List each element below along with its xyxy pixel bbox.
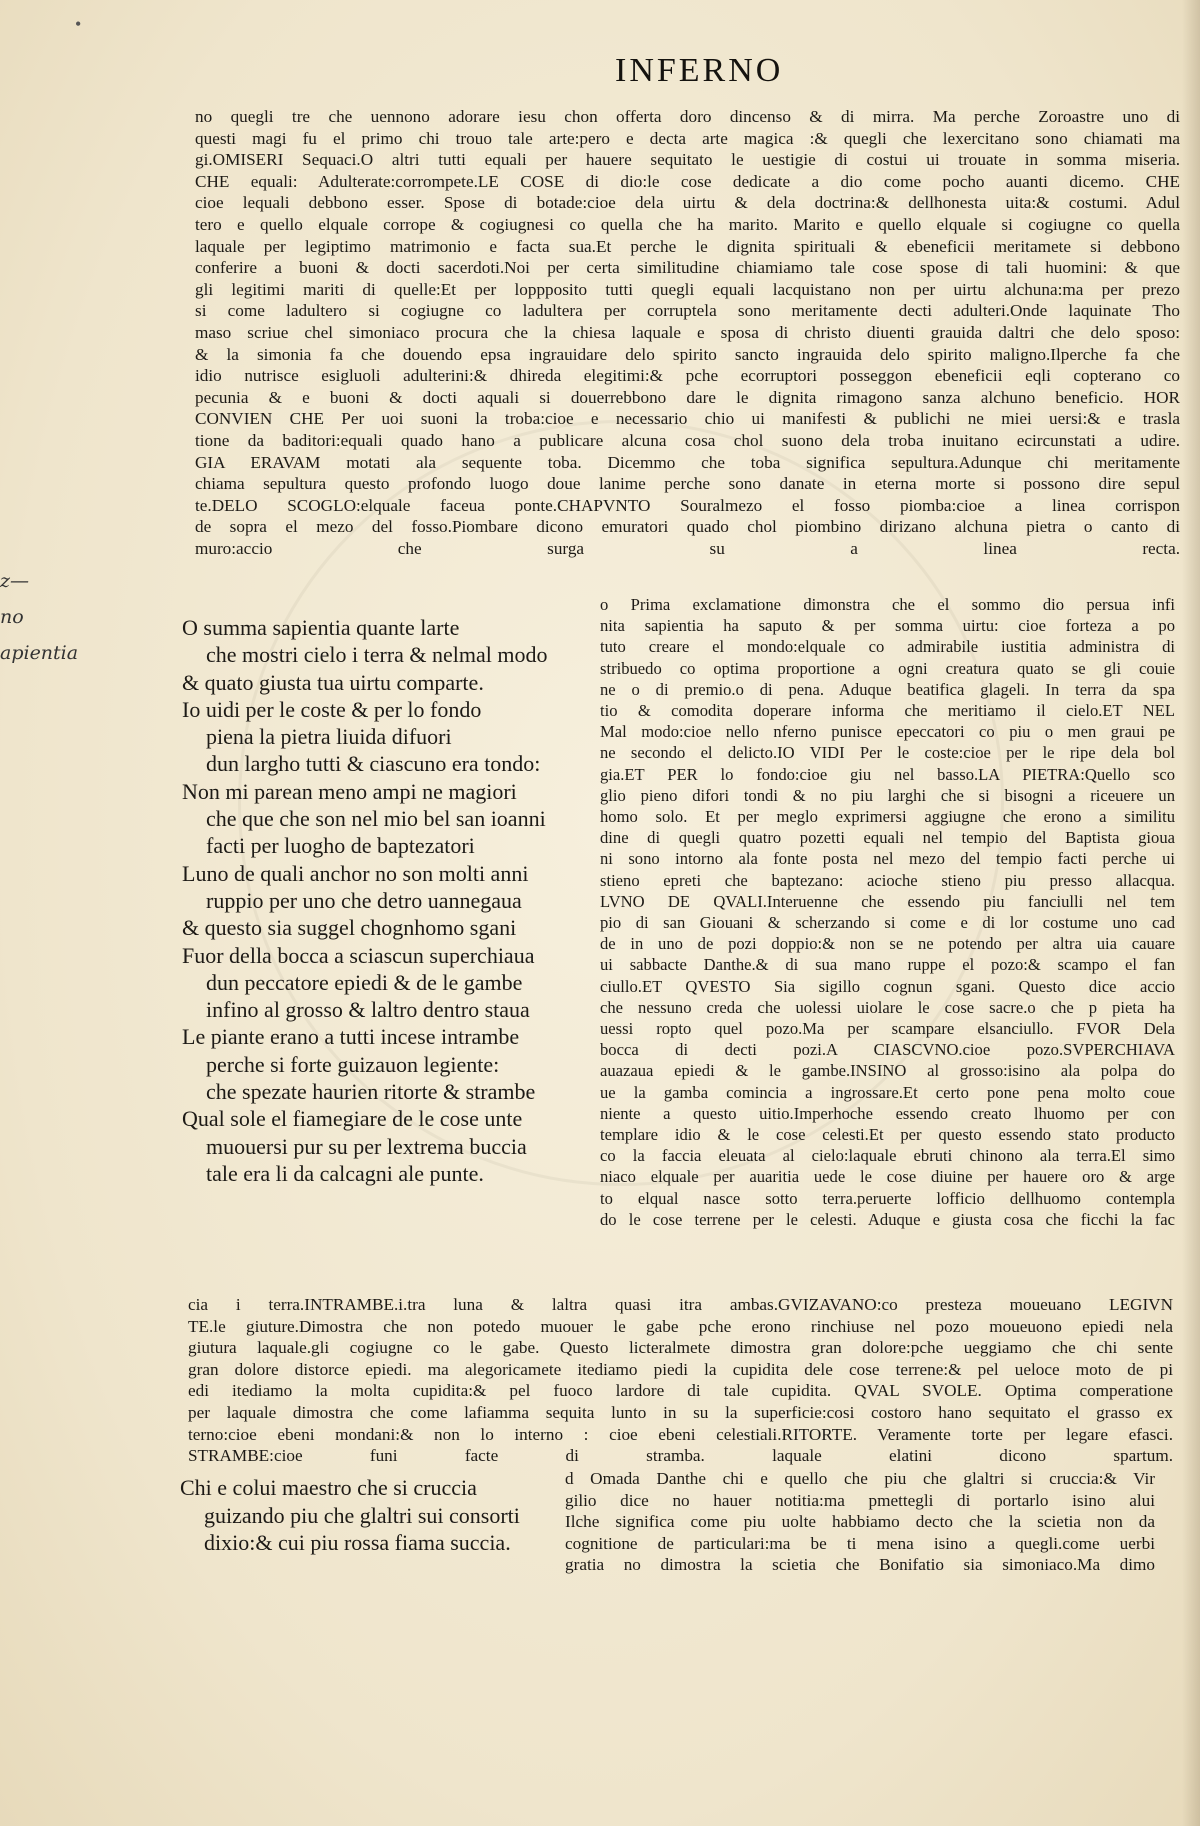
verse-line: facti per luogho de baptezatori xyxy=(206,833,475,859)
commentary-line: cognitione de particulari:ma be ti mena isino a quegli.come uerbi xyxy=(565,1533,1155,1553)
commentary-line: gli legitimi mariti di quelle:Et per loppposito tutti quegli equali lacquistano non per uirtu alchuna:ma per prezo xyxy=(195,279,1180,299)
commentary-line: co la faccia eleuata al cielo:laquale ebruti chinono ala terra.El simo xyxy=(600,1146,1175,1166)
verse-line: ruppio per uno che detro uannegaua xyxy=(206,887,522,913)
commentary-line: conferire a buoni & docti sacerdoti.Noi per certa similitudine chiamiamo tale cose spose di tali huomini: & que xyxy=(195,258,1180,278)
commentary-line: edi itediamo la molta cupidita:& pel fuoco lardore di tale cupidita. QVAL SVOLE. Optima comperatione xyxy=(188,1381,1173,1401)
verse-line: tale era li da calcagni ale punte. xyxy=(206,1160,484,1186)
commentary-line: gran dolore distorce epiedi. ma alegoricamete itediamo piedi la cupidita dele cose terrene:& pel ueloce moto de pi xyxy=(188,1359,1173,1379)
commentary-line: nita sapientia ha saputo & per somma uirtu: cioe forteza a po xyxy=(600,616,1175,636)
commentary-line: STRAMBE:cioe funi facte di stramba. laquale elatini dicono spartum. xyxy=(188,1446,1173,1466)
commentary-line: LVNO DE QVALI.Interuenne che essendo piu fanciulli nel tem xyxy=(600,891,1175,911)
commentary-line: auazaua epiedi & le gambe.INSINO al grosso:isino ala polpa do xyxy=(600,1061,1175,1081)
commentary-line: laquale per legiptimo matrimonio e facta sua.Et perche le dignita spirituali & ebeneficii meritamete si debbono xyxy=(195,236,1180,256)
commentary-line: uessi ropto quel pozo.Ma per scampare elsanciullo. FVOR Dela xyxy=(600,1019,1175,1039)
commentary-line: & la simonia fa che douendo epsa ingrauidare delo spirito sancto ingrauida delo spirito maligno.Ilperche fa che xyxy=(195,344,1180,364)
commentary-line: tuto creare el mondo:elquale co admirabile iustitia administra di xyxy=(600,637,1175,657)
verse-line: che que che son nel mio bel san ioanni xyxy=(206,806,546,832)
verse-line: dun peccatore epiedi & de le gambe xyxy=(206,969,523,995)
verse-line: Io uidi per le coste & per lo fondo xyxy=(182,696,482,722)
commentary-line: gilio dice no hauer notitia:ma pmettegli di portarlo isino alui xyxy=(565,1490,1155,1510)
verse-line: Fuor della bocca a sciascun superchiaua xyxy=(182,942,535,968)
verse-line: muouersi pur su per lextrema buccia xyxy=(206,1133,527,1159)
commentary-line: idio nutrisce esigluoli adulterini:& dhireda elegitimi:& pche ecorruptori posseggon ebeneficii eqli copterano co xyxy=(195,366,1180,386)
verse-line: dun largho tutti & ciascuno era tondo: xyxy=(206,751,541,777)
commentary-line: ciullo.ET QVESTO Sia sigillo cognun sgani. Questo dice accio xyxy=(600,976,1175,996)
commentary-line: niente a questo uitio.Imperhoche essendo creato lhuomo per con xyxy=(600,1103,1175,1123)
verse-line: perche si forte guizauon legiente: xyxy=(206,1051,500,1077)
margin-note: apientia xyxy=(0,642,79,664)
margin-note: no xyxy=(0,606,24,628)
verse-line: che mostri cielo i terra & nelmal modo xyxy=(206,642,548,668)
commentary-line: ui sabbacte Danthe.& di sua mano ruppe el pozo:& scampo el fan xyxy=(600,955,1175,975)
commentary-line: Mal modo:cioe nello nferno punisce epeccatori co piu o men graui pe xyxy=(600,722,1175,742)
commentary-line: de sopra el mezo del fosso.Piombare dicono emuratori quado chol piombino dirizano alchuna pietra o canto di xyxy=(195,517,1180,537)
commentary-line: GIA ERAVAM motati ala sequente toba. Dicemmo che toba significa sepultura.Adunque chi meritamente xyxy=(195,452,1180,472)
commentary-line: CONVIEN CHE Per uoi suoni la troba:cioe e necessario chio ui manifesti & publichi ne miei uersi:& e trasla xyxy=(195,409,1180,429)
commentary-line: homo solo. Et per meglo exprimersi aggiugne che erono a similitu xyxy=(600,807,1175,827)
commentary-line: niaco elquale per auaritia uede le cose diuine per hauere oro & arge xyxy=(600,1167,1175,1187)
commentary-right xyxy=(600,594,1175,1230)
commentary-line: templare idio & le cose celesti.Et per questo essendo stato producto xyxy=(600,1125,1175,1145)
verse-line: Le piante erano a tutti incese intrambe xyxy=(182,1024,520,1050)
commentary-line: ne o di premio.o di pena. Aduque beatifica glageli. In terra da spa xyxy=(600,679,1175,699)
commentary-line: CHE equali: Adulterate:corrompete.LE COSE di dio:le cose dedicate a dio come pocho auanti dicemo. CHE xyxy=(195,171,1180,191)
commentary-line: no quegli tre che uennono adorare iesu chon offerta doro dincenso & di mirra. Ma perche Zoroastre uno di xyxy=(195,107,1180,126)
commentary-line: cioe lequali debbono esser. Spose di botade:cioe dela uirtu & dela doctrina:& dellhonesta uita:& costumi. Adul xyxy=(195,193,1180,213)
commentary-line: d Omada Danthe chi e quello che piu che glaltri si cruccia:& Vir xyxy=(565,1469,1155,1488)
commentary-line: te.DELO SCOGLO:elquale faceua ponte.CHAPVNTO Souralmezo el fosso piomba:cioe a linea corrispon xyxy=(195,495,1180,515)
verse-line: O summa sapientia quante larte xyxy=(182,615,460,640)
page-edge-shadow xyxy=(1182,0,1200,1826)
commentary-line: stieno epreti che baptezano: acioche stieno piu presso allacqua. xyxy=(600,870,1175,890)
commentary-line: che nessuno creda che uolessi uiolare le cose sacre.o che p pieta ha xyxy=(600,997,1175,1017)
commentary-line: stribuedo co optima proportione a ogni creatura quato se gli couie xyxy=(600,658,1175,678)
commentary-line: maso scriue chel simoniaco procura che la chiesa laquale e sposa di christo diuenti grauida daltri che delo sposo: xyxy=(195,322,1180,342)
commentary-line: per laquale dimostra che come lafiamma sequita lunto in su la superficie:cosi costoro hano sequitato el grasso ex xyxy=(188,1402,1173,1422)
verse-line: infino al grosso & laltro dentro staua xyxy=(206,997,530,1023)
commentary-line: gi.OMISERI Sequaci.O altri tutti equali per hauere sequitato le uestigie di costui ui trouate in somma miseria. xyxy=(195,150,1180,170)
commentary-line: de in uno de pozi doppio:& non se ne potendo per altra uia cauare xyxy=(600,934,1175,954)
verse-line: che spezate haurien ritorte & strambe xyxy=(206,1079,536,1105)
commentary-line: giutura laquale.gli cogiugne co le gabe. Questo licteralmete dimostra gran dolore:pche ueggiamo che chi sente xyxy=(188,1338,1173,1358)
commentary-line: ue la gamba comincia a ingrossare.Et certo pone pena molto coue xyxy=(600,1082,1175,1102)
verse-block-2 xyxy=(180,1474,560,1557)
commentary-line: Ilche significa come piu uolte habbiamo decto che la scietia non da xyxy=(565,1512,1155,1532)
verse-line: piena la pietra liuida difuori xyxy=(206,724,452,750)
commentary-line: to elqual nasce sotto terra.peruerte lofficio dellhuomo contempla xyxy=(600,1188,1175,1208)
commentary-line: TE.le giuture.Dimostra che non potedo muouer le gabe pche erono rinchiuse nel pozo moueuono epiedi nela xyxy=(188,1316,1173,1336)
running-header: INFERNO xyxy=(615,52,784,89)
commentary-line: cia i terra.INTRAMBE.i.tra luna & laltra quasi itra ambas.GVIZAVANO:co presteza moueuano LEGIVN xyxy=(188,1295,1173,1314)
commentary-line: tione da baditori:equali quado hano a publicare alcuna cosa chol suono dela troba inuitano ecircunstati a udire. xyxy=(195,430,1180,450)
commentary-line: dine di quegli quatro pozetti equali nel tempio del Baptista gioua xyxy=(600,828,1175,848)
commentary-top xyxy=(195,106,1180,559)
commentary-line: questi magi fu el primo chi trouo tale arte:pero e decta arte magica :& quegli che lexercitano sono chiamati ma xyxy=(195,128,1180,148)
commentary-lower xyxy=(188,1294,1173,1467)
verse-line: & questo sia suggel chognhomo sgani xyxy=(182,915,517,941)
commentary-line: tio & comodita doperare informa che meritiamo il cielo.ET NEL xyxy=(600,701,1175,721)
verse-line: dixio:& cui piu rossa fiama succia. xyxy=(204,1530,511,1555)
verse-line: & quato giusta tua uirtu comparte. xyxy=(182,669,484,695)
commentary-line: o Prima exclamatione dimonstra che el sommo dio persua infi xyxy=(600,595,1175,614)
commentary-final xyxy=(565,1468,1155,1576)
commentary-line: tero e quello elquale corrope & cogiugnesi co quella che ha marito. Marito e quello elquale si cogiugne co quella xyxy=(195,214,1180,234)
commentary-line: gia.ET PER lo fondo:cioe giu nel basso.LA PIETRA:Quello sco xyxy=(600,764,1175,784)
corner-mark: • xyxy=(75,14,82,34)
verse-line: Qual sole el fiamegiare de le cose unte xyxy=(182,1106,523,1132)
commentary-line: si come ladultero si cogiugne co ladultera per corruptela sono meritamente decti adulteri.Onde laquinate Tho xyxy=(195,301,1180,321)
commentary-line: terno:cioe ebeni mondani:& non lo interno : cioe ebeni celestiali.RITORTE. Veramente torte per legare efasci. xyxy=(188,1424,1173,1444)
verse-line: Chi e colui maestro che si cruccia xyxy=(180,1475,477,1500)
verse-line: Luno de quali anchor no son molti anni xyxy=(182,860,529,886)
commentary-line: muro:accio che surga su a linea recta. xyxy=(195,538,1180,558)
verse-line: guizando piu che glaltri sui consorti xyxy=(204,1502,520,1528)
commentary-line: pecunia & e buoni & docti aquali si douerrebbono dare le dignita rimagono sanza alchuno beneficio. HOR xyxy=(195,387,1180,407)
margin-notes xyxy=(0,570,110,678)
margin-note: z— xyxy=(0,570,30,592)
verse-block-1 xyxy=(182,614,582,1187)
commentary-line: chiama sepultura questo profondo luogo doue lanime perche sono danate in eterna morte si possono dire sepul xyxy=(195,474,1180,494)
verse-line: Non mi parean meno ampi ne magiori xyxy=(182,778,517,804)
commentary-line: pio di san Giouani & scherzando si come e di lor costume uno cad xyxy=(600,913,1175,933)
commentary-line: ne secondo el delicto.IO VIDI Per le coste:cioe per le ripe dela bol xyxy=(600,743,1175,763)
commentary-line: glio pieno difori tondi & no piu larghi che si bisogni a riceuere un xyxy=(600,785,1175,805)
commentary-line: bocca di decti pozi.A CIASCVNO.cioe pozo.SVPERCHIAVA xyxy=(600,1040,1175,1060)
commentary-line: ni sono intorno ala fonte posta nel mezo del tempio facti perche ui xyxy=(600,849,1175,869)
commentary-line: gratia no dimostra la scietia che Bonifatio sia simoniaco.Ma dimo xyxy=(565,1555,1155,1575)
commentary-line: do le cose terrene per le celesti. Aduque e giusta cosa che ficchi la fac xyxy=(600,1209,1175,1229)
